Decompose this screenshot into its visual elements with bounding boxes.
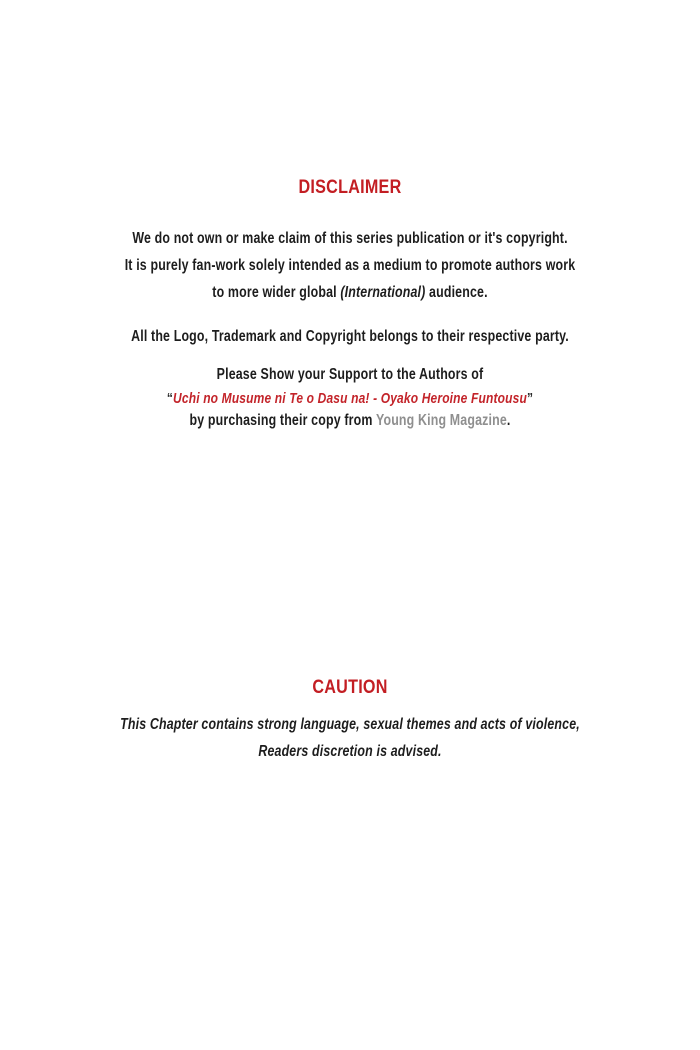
text-segment: . <box>506 412 511 429</box>
trademark-notice-line: All the Logo, Trademark and Copyright belongs to their respective party. <box>131 328 569 345</box>
caution-heading: CAUTION <box>312 677 388 698</box>
series-title-text: Uchi no Musume ni Te o Dasu na! - Oyako Heroine Funtousu <box>173 390 527 407</box>
caution-text-line: This Chapter contains strong language, sexual themes and acts of violence, <box>120 716 580 733</box>
disclaimer-paragraph-line: We do not own or make claim of this series publication or it's copyright. <box>132 230 568 247</box>
caution-text-line: Readers discretion is advised. <box>258 743 442 760</box>
open-quote: “ <box>166 390 174 407</box>
purchase-line <box>70 412 630 430</box>
disclaimer-paragraph-line: It is purely fan-work solely intended as a medium to promote authors work <box>124 257 576 274</box>
text-segment: by purchasing their copy from <box>189 412 376 429</box>
close-quote: ” <box>526 390 534 407</box>
disclaimer-heading: DISCLAIMER <box>298 177 402 198</box>
magazine-name-text: Young King Magazine <box>375 412 507 429</box>
series-title-line <box>70 390 630 407</box>
text-segment: audience. <box>425 284 488 301</box>
text-segment: to more wider global <box>212 284 341 301</box>
disclaimer-paragraph-line <box>70 284 630 302</box>
international-italic-text: (International) <box>340 284 426 301</box>
support-request-line: Please Show your Support to the Authors of <box>216 366 484 383</box>
